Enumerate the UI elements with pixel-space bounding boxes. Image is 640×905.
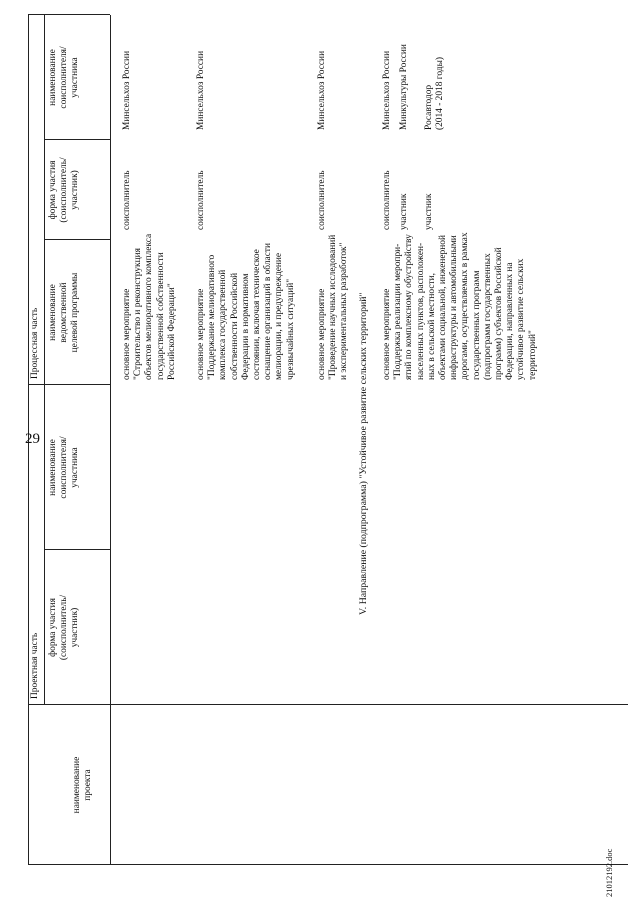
part-header-divider [44, 15, 45, 705]
header-project-name: наименование проекта [72, 756, 94, 814]
row-2-form: соисполнитель [196, 170, 206, 230]
header-program-name: наименование ведомственной целевой программы [48, 272, 81, 353]
header-bottom-border [110, 15, 111, 865]
col-divider-1 [28, 704, 628, 705]
page-number: 29 [25, 431, 40, 447]
section-name-1: Минсельхоз России [382, 50, 392, 130]
section-name-3: Росавтодор (2014 - 2018 годы) [424, 57, 446, 130]
row-3-program: основное мероприятие "Проведение научных исследований и экспериментальных разработок" [317, 234, 350, 380]
header-project-participation-form: форма участия (соисполнитель/ участник) [48, 594, 81, 661]
row-1-name: Минсельхоз России [122, 50, 132, 130]
section-name-2: Минкультуры России [399, 44, 409, 130]
header-process-coexecutor-name: наименование соисполнителя/ участника [48, 46, 81, 109]
header-process-part: Процессная часть [30, 307, 40, 379]
section-title: V. Направление (подпрограмма) "Устойчивое развитие сельских территорий" [358, 292, 369, 615]
header-project-part: Проектная часть [30, 632, 40, 699]
row-2-name: Минсельхоз России [196, 50, 206, 130]
row-1-form: соисполнитель [122, 170, 132, 230]
section-form-1: соисполнитель [382, 170, 392, 230]
row-3-name: Минсельхоз России [317, 50, 327, 130]
row-1-program: основное мероприятие "Строительство и реконструкция объектов мелиоративного комплекса государственной собственности Российской Федерации" [122, 233, 177, 380]
section-form-3: участник [424, 193, 434, 230]
section-program: основное мероприятие "Поддержка реализации меропри- ятий по комплексному обустройству населенных пунктов, расположен- ных в сельской местности, объектами социальной, инженерной инфраструктуры и автомобильными дорогами, осуществляемых в рамках государственных программ (подпрограмм государственных программ) субъектов Российской Федерации, направленных на устойчивое развитие сельских территорий" [382, 232, 538, 380]
header-project-coexecutor-name: наименование соисполнителя/ участника [48, 436, 81, 499]
row-3-form: соисполнитель [317, 170, 327, 230]
header-process-participation-form: форма участия (соисполнитель/ участник) [48, 157, 81, 223]
row-2-program: основное мероприятие "Поддержание мелиоративного комплекса государственной собственности Российской Федерации в нормативном состоянии, включая техническое оснащение организаций в области мелиорации, и предупреждение чрезвычайных ситуаций" [196, 243, 296, 380]
footer-filename: 21012192.doc [604, 848, 614, 897]
table-left-border [28, 864, 628, 865]
section-form-2: участник [399, 193, 409, 230]
